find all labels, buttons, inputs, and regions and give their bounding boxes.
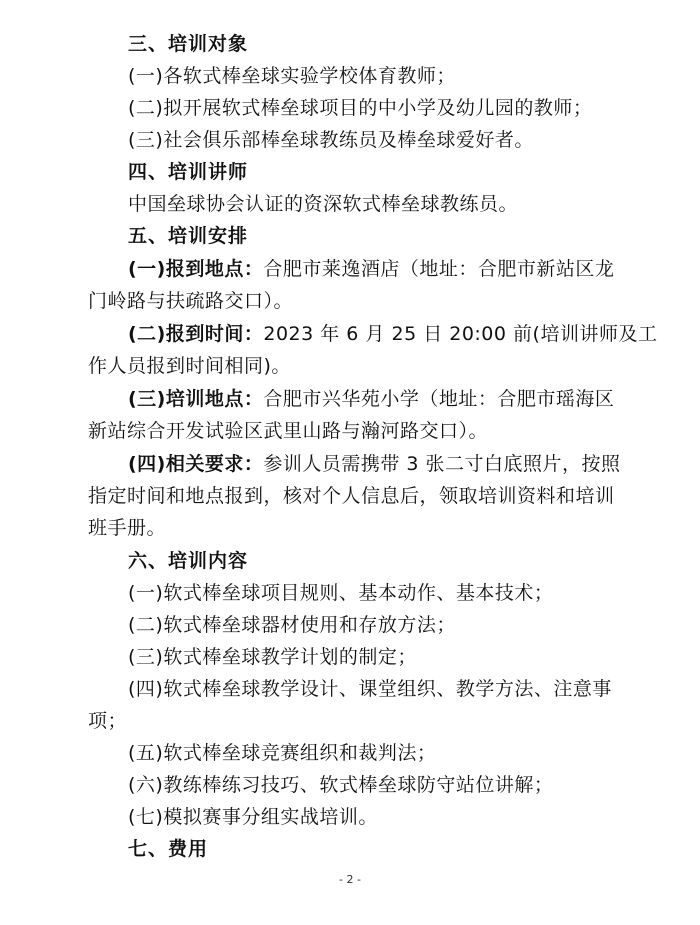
arrangement-item-training-location bbox=[128, 387, 614, 411]
list-item: (二)软式棒垒球器材使用和存放方法； bbox=[128, 614, 456, 636]
paragraph: 中国垒球协会认证的资深软式棒垒球教练员。 bbox=[128, 193, 519, 215]
page-number: - 2 - bbox=[339, 873, 361, 886]
section-heading-fees: 七、费用 bbox=[128, 838, 209, 860]
item-continuation: 新站综合开发试验区武里山路与瀚河路交口）。 bbox=[88, 420, 489, 442]
arrangement-item-checkin-location bbox=[128, 257, 614, 281]
list-item: (六)教练棒练习技巧、软式棒垒球防守站位讲解； bbox=[128, 774, 554, 796]
list-item-continuation: 项； bbox=[88, 710, 128, 732]
item-continuation: 班手册。 bbox=[88, 517, 167, 539]
item-text: 参训人员需携带 3 张二寸白底照片，按照 bbox=[263, 453, 621, 475]
item-continuation: 门岭路与扶疏路交口）。 bbox=[88, 290, 294, 312]
list-item: (二)拟开展软式棒垒球项目的中小学及幼儿园的教师； bbox=[128, 97, 593, 119]
section-heading-trainers: 四、培训讲师 bbox=[128, 161, 249, 183]
item-label: (一)报到地点： bbox=[128, 258, 264, 280]
arrangement-item-checkin-time bbox=[128, 322, 657, 346]
section-heading-training-targets: 三、培训对象 bbox=[128, 33, 249, 55]
item-label: (二)报到时间： bbox=[128, 323, 264, 345]
section-heading-arrangements: 五、培训安排 bbox=[128, 225, 249, 247]
item-label: (四)相关要求： bbox=[128, 453, 264, 475]
list-item: (一)各软式棒垒球实验学校体育教师； bbox=[128, 65, 456, 87]
item-text: 合肥市莱逸酒店（地址：合肥市新站区龙 bbox=[263, 258, 615, 280]
item-text: 合肥市兴华苑小学（地址：合肥市瑶海区 bbox=[263, 388, 615, 410]
item-text: 2023 年 6 月 25 日 20:00 前(培训讲师及工 bbox=[263, 323, 658, 345]
list-item: (四)软式棒垒球教学设计、课堂组织、教学方法、注意事 bbox=[128, 678, 612, 700]
list-item: (一)软式棒垒球项目规则、基本动作、基本技术； bbox=[128, 582, 554, 604]
list-item: (五)软式棒垒球竞赛组织和裁判法； bbox=[128, 742, 437, 764]
item-continuation: 作人员报到时间相同)。 bbox=[88, 355, 291, 377]
list-item: (七)模拟赛事分组实战培训。 bbox=[128, 806, 378, 828]
arrangement-item-requirements bbox=[128, 452, 621, 476]
list-item: (三)软式棒垒球教学计划的制定； bbox=[128, 646, 417, 668]
list-item: (三)社会俱乐部棒垒球教练员及棒垒球爱好者。 bbox=[128, 129, 534, 151]
item-label: (三)培训地点： bbox=[128, 388, 264, 410]
section-heading-training-content: 六、培训内容 bbox=[128, 550, 249, 572]
item-continuation: 指定时间和地点报到，核对个人信息后，领取培训资料和培训 bbox=[88, 485, 615, 507]
